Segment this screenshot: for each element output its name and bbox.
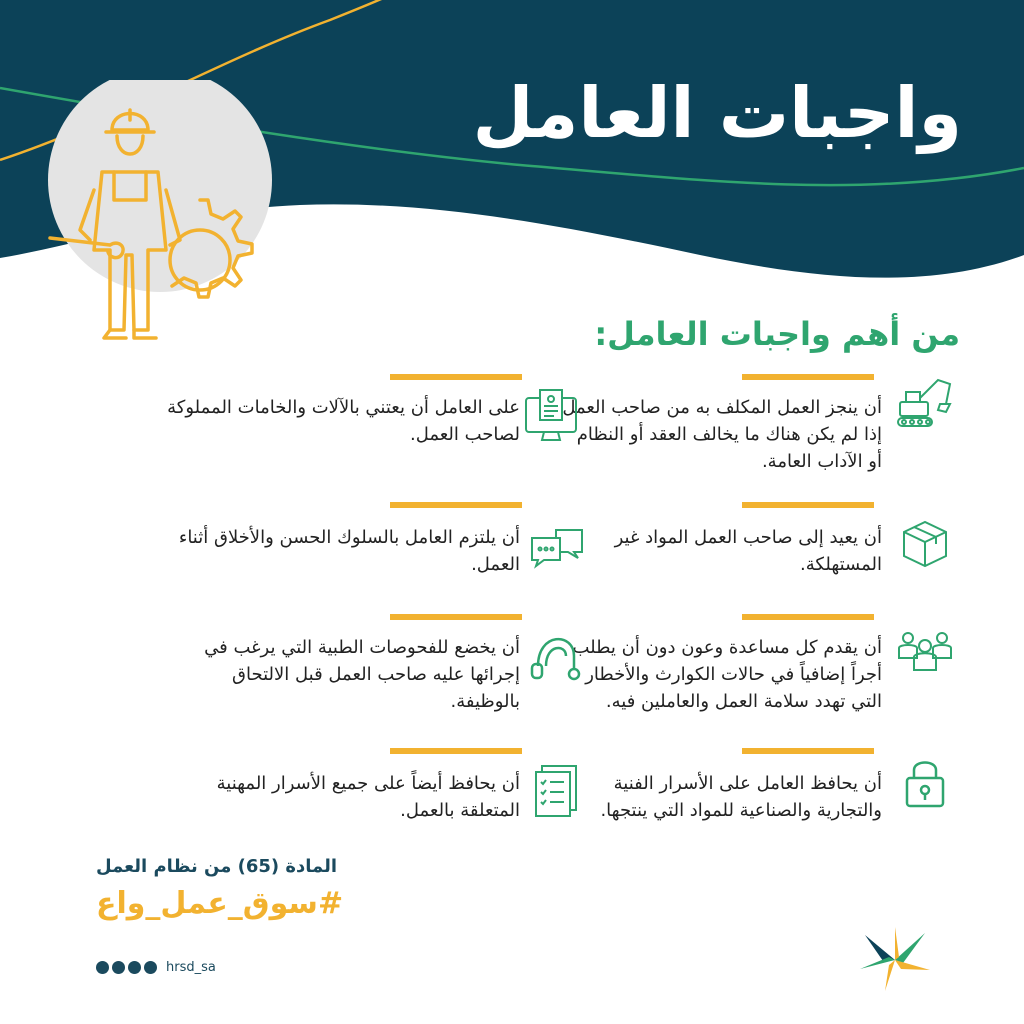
padlock-icon: [896, 754, 954, 812]
box-icon: [896, 514, 954, 572]
worker-illustration: [40, 80, 280, 350]
duty-card: [534, 502, 954, 612]
accent-bar: [742, 614, 874, 620]
duty-text: أن ينجز العمل المكلف به من صاحب العمل إذا لم يكن هناك ما يخالف العقد أو النظام أو الآداب العامة.: [562, 397, 882, 472]
chat-bubbles-icon: [528, 520, 586, 578]
page-title: واجبات العامل: [472, 72, 962, 154]
accent-bar: [390, 748, 522, 754]
duty-card: [534, 748, 954, 858]
duty-text: أن يحافظ العامل على الأسرار الفنية والتجارية والصناعية للمواد التي ينتجها.: [600, 773, 882, 821]
campaign-hashtag[interactable]: #سوق_عمل_واع: [96, 886, 344, 921]
accent-bar: [390, 614, 522, 620]
duty-text: أن يقدم كل مساعدة وعون دون أن يطلب أجراً إضافياً في حالات الكوارث والأخطار التي تهدد سلامة العمل والعاملين فيه.: [572, 637, 882, 712]
facebook-icon[interactable]: [128, 961, 141, 974]
article-reference: المادة (65) من نظام العمل: [96, 856, 338, 877]
instagram-icon[interactable]: [144, 961, 157, 974]
social-handle[interactable]: hrsd_sa: [166, 960, 216, 975]
duty-card: [100, 374, 520, 484]
duty-card: [100, 502, 520, 612]
stethoscope-icon: [528, 626, 586, 684]
accent-bar: [742, 374, 874, 380]
team-icon: [896, 624, 954, 682]
accent-bar: [390, 374, 522, 380]
duty-card: [534, 374, 954, 484]
social-links: [96, 960, 216, 975]
computer-document-icon: [522, 388, 580, 446]
duty-card: [100, 614, 520, 724]
duty-card: [100, 748, 520, 858]
checklist-icon: [528, 762, 586, 820]
accent-bar: [390, 502, 522, 508]
ministry-logo: [855, 925, 935, 995]
duty-card: [534, 614, 954, 724]
duty-text: أن يلتزم العامل بالسلوك الحسن والأخلاق أثناء العمل.: [178, 527, 520, 575]
accent-bar: [742, 748, 874, 754]
twitter-icon[interactable]: [96, 961, 109, 974]
duty-text: أن يحافظ أيضاً على جميع الأسرار المهنية المتعلقة بالعمل.: [216, 773, 520, 821]
excavator-icon: [896, 374, 954, 432]
duty-text: أن يعيد إلى صاحب العمل المواد غير المستهلكة.: [614, 527, 882, 575]
accent-bar: [742, 502, 874, 508]
snapchat-icon[interactable]: [112, 961, 125, 974]
section-subtitle: من أهم واجبات العامل:: [594, 315, 960, 353]
duty-text: أن يخضع للفحوصات الطبية التي يرغب في إجرائها عليه صاحب العمل قبل الالتحاق بالوظيفة.: [204, 637, 520, 712]
duty-text: على العامل أن يعتني بالآلات والخامات المملوكة لصاحب العمل.: [167, 397, 520, 445]
